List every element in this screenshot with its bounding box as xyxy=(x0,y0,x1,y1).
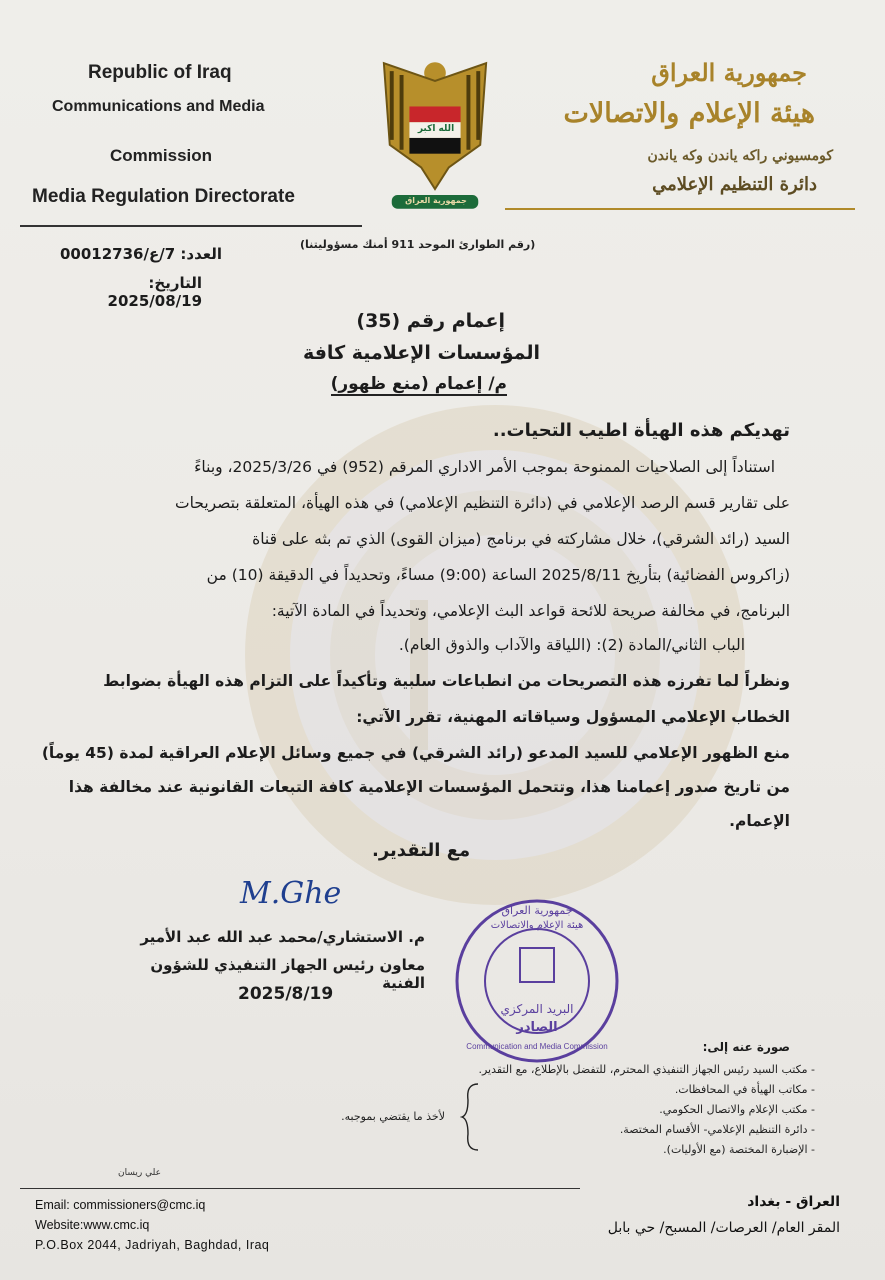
signatory-title: معاون رئيس الجهاز التنفيذي للشؤون الفنية xyxy=(150,956,425,992)
paragraph1-line4: (زاكروس الفضائية) بتأريخ 2025/8/11 الساعة (9:00) مساءً، وتحديداً في الدقيقة (10) من xyxy=(206,566,790,584)
cc-item: - الإضبارة المختصة (مع الأوليات). xyxy=(663,1143,815,1156)
date-label: التاريخ: xyxy=(148,274,202,292)
header-ar-directorate: دائرة التنظيم الإعلامي xyxy=(652,174,817,195)
cc-item: - مكاتب الهيأة في المحافظات. xyxy=(674,1083,815,1096)
cc-heading: صورة عنه إلى: xyxy=(702,1040,790,1054)
hotline-text: (رقم الطوارئ الموحد 911 أمنك مسؤوليتنا) xyxy=(300,238,536,251)
paragraph2-line1: ونظراً لما تفرزه هذه التصريحات من انطباعات سلبية وتأكيداً على التزام هذه الهيأة بضوابط xyxy=(103,672,790,690)
footer-email: Email: commissioners@cmc.iq xyxy=(35,1198,206,1212)
paragraph1-line1: استناداً إلى الصلاحيات الممنوحة بموجب الأمر الاداري المرقم (952) في 2025/3/26، وبناءً xyxy=(194,458,775,476)
emblem-label: جمهورية العراق xyxy=(405,196,467,205)
stamp-top-text: جمهورية العراق xyxy=(501,904,573,917)
header-republic: Republic of Iraq xyxy=(88,62,232,83)
paragraph1-line3: السيد (رائد الشرقي)، خلال مشاركته في برنامج (ميزان القوى) الذي تم بثه على قناة xyxy=(252,530,790,548)
paragraph2-line2: الخطاب الإعلامي المسؤول وسياقاته المهنية، تقرر الآتي: xyxy=(356,708,790,726)
cc-item: - مكتب السيد رئيس الجهاز التنفيذي المحترم، للتفضل بالإطلاع، مع التقدير. xyxy=(478,1063,815,1076)
header-commission-line1: Communications and Media xyxy=(52,98,265,115)
cc-bracket-icon xyxy=(460,1082,480,1152)
cc-item: - دائرة التنظيم الإعلامي- الأقسام المختصة. xyxy=(619,1123,815,1136)
header-directorate: Media Regulation Directorate xyxy=(32,186,295,207)
paragraph1-line2: على تقارير قسم الرصد الإعلامي في (دائرة التنظيم الإعلامي) في هذه الهيأة، المتعلقة بتصريحات xyxy=(175,494,790,512)
paragraph3-line3: الإعمام. xyxy=(729,812,790,830)
footer-website: Website:www.cmc.iq xyxy=(35,1218,150,1232)
stamp-middle-text: هيئة الإعلام والاتصالات xyxy=(490,920,584,931)
footer-ar-city: العراق - بغداد xyxy=(747,1194,840,1210)
paragraph3-line1: منع الظهور الإعلامي للسيد المدعو (رائد الشرقي) في جميع وسائل الإعلام العراقية لمدة (45 يوماً) xyxy=(41,744,790,762)
header-rule-left xyxy=(20,225,362,227)
stamp-center-line1: البريد المركزي xyxy=(500,1002,574,1016)
subject: م/ إعمام (منع ظهور) xyxy=(330,374,507,394)
signature-date: 2025/8/19 xyxy=(238,984,334,1004)
paragraph1-line5: البرنامج، في مخالفة صريحة للائحة قواعد البث الإعلامي، وتحديداً في المادة الآتية: xyxy=(271,602,790,620)
reference-date xyxy=(52,274,202,310)
footer-ar-address: المقر العام/ العرصات/ المسبح/ حي بابل xyxy=(607,1220,840,1236)
flag-text: الله اكبر xyxy=(417,124,455,134)
paragraph3-line2: من تاريخ صدور إعمامنا هذا، وتتحمل المؤسسات الإعلامية كافة التبعات القانونية عند مخالفة هذا xyxy=(68,778,790,796)
stamp-center-line2: الصادر xyxy=(516,1020,558,1035)
cc-bracket-note: لأخذ ما يقتضي بموجبه. xyxy=(341,1110,445,1123)
bullet-article: الباب الثاني/المادة (2): (اللياقة والآداب والذوق العام). xyxy=(398,636,745,654)
date-value: 2025/08/19 xyxy=(107,292,202,310)
header-rule-right xyxy=(505,208,855,210)
signatory-name: م. الاستشاري/محمد عبد الله عبد الأمير xyxy=(140,928,425,946)
watermark-seal-icon xyxy=(240,400,750,910)
closing: مع التقدير. xyxy=(372,840,471,861)
stamp-bottom-text: Communication and Media Commission xyxy=(466,1042,608,1051)
header-ar-republic: جمهورية العراق xyxy=(651,58,807,87)
circular-number: إعمام رقم (35) xyxy=(356,310,505,332)
number-value: 7/ع/00012736 xyxy=(60,245,176,263)
iraq-eagle-emblem-icon xyxy=(376,50,494,220)
greeting: تهديكم هذه الهيأة اطيب التحيات.. xyxy=(492,420,790,441)
reference-number xyxy=(52,245,222,263)
header-ar-kurdish: كومسيوني راكه ياندن وكه ياندن xyxy=(647,148,833,164)
typist-initials: علي ريسان xyxy=(118,1168,161,1178)
cc-item: - مكتب الإعلام والاتصال الحكومي. xyxy=(659,1103,815,1116)
handwritten-signature: M.Ghe xyxy=(240,876,342,911)
recipient: المؤسسات الإعلامية كافة xyxy=(302,342,540,364)
footer-pobox: P.O.Box 2044, Jadriyah, Baghdad, Iraq xyxy=(35,1238,270,1252)
header-ar-commission: هيئة الإعلام والاتصالات xyxy=(563,98,815,129)
footer-rule-left xyxy=(20,1188,580,1189)
header-commission-line2: Commission xyxy=(110,146,213,165)
number-label: العدد: xyxy=(180,245,222,263)
